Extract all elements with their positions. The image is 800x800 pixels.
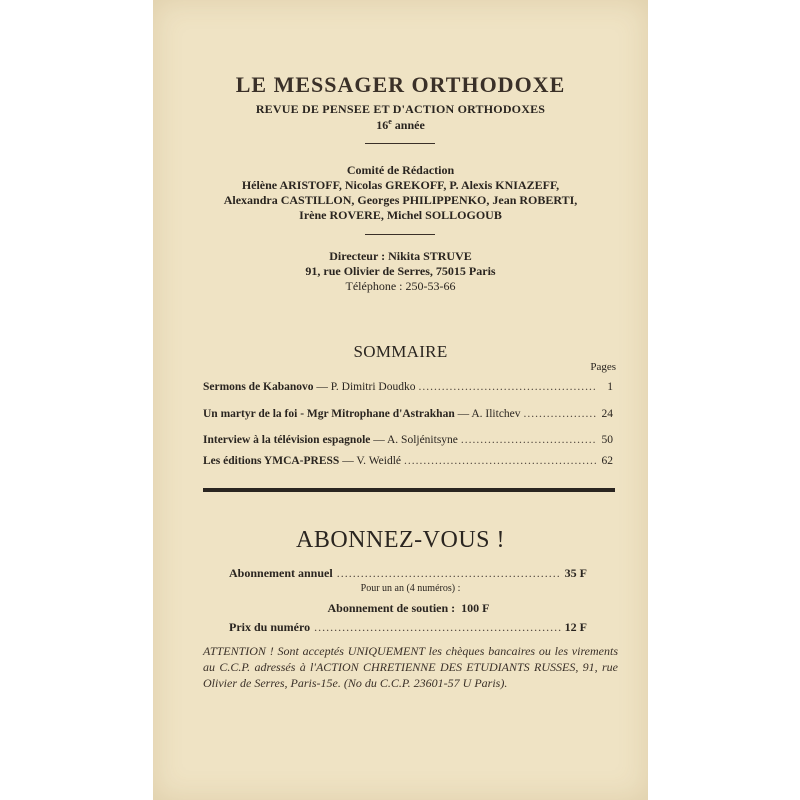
toc-leader-dots [461, 434, 596, 446]
annual-note: Pour un an (4 numéros) : [360, 583, 461, 594]
journal-page [153, 0, 648, 800]
director-name: Directeur : Nikita STRUVE [329, 249, 472, 263]
director-address: 91, rue Olivier de Serres, 75015 Paris [305, 264, 496, 278]
leader-dots [337, 566, 561, 581]
section-divider [203, 488, 615, 492]
support-label: Abonnement de soutien : [327, 601, 456, 615]
year-word: année [394, 118, 425, 132]
toc-author: — A. Soljénitsyne [373, 434, 458, 446]
toc-page: 62 [601, 455, 613, 467]
annual-price: 35 F [564, 566, 587, 580]
journal-year [153, 117, 648, 133]
toc-entry [203, 408, 613, 420]
divider-top [365, 143, 435, 144]
issue-label: Prix du numéro [229, 620, 311, 634]
committee-heading: Comité de Rédaction [346, 163, 455, 177]
journal-title: LE MESSAGER ORTHODOXE [235, 72, 566, 97]
director-phone: Téléphone : 250-53-66 [345, 279, 456, 293]
toc-leader-dots [418, 381, 596, 393]
toc-author: — V. Weidlé [342, 455, 402, 467]
year-number: 16 [376, 118, 389, 132]
toc-page: 24 [601, 408, 613, 420]
toc-entry [203, 381, 613, 393]
toc-title: Les éditions YMCA-PRESS [203, 455, 340, 467]
subscribe-heading: ABONNEZ-VOUS ! [296, 527, 505, 553]
support-price: 100 F [461, 601, 490, 615]
committee-line-1: Hélène ARISTOFF, Nicolas GREKOFF, P. Alexis KNIAZEFF, [241, 178, 560, 192]
journal-subtitle: REVUE DE PENSEE ET D'ACTION ORTHODOXES [255, 102, 546, 116]
committee-line-2: Alexandra CASTILLON, Georges PHILIPPENKO, Jean ROBERTI, [223, 193, 578, 207]
attention-notice: ATTENTION ! Sont acceptés UNIQUEMENT les chèques bancaires ou les virements au C.C.P. adressés à l'ACTION CHRETIENNE DES ETUDIANTS RUSSES, 91, rue Olivier de Serres, Paris-15e. (No du C.C.P. 23601-57 U Paris). [203, 644, 618, 690]
issue-price: 12 F [564, 620, 587, 634]
toc-author: — A. Ilitchev [457, 408, 521, 420]
annual-subscription-row [229, 566, 587, 581]
sommaire-heading: SOMMAIRE [353, 342, 448, 361]
committee-line-3: Irène ROVERE, Michel SOLLOGOUB [299, 208, 502, 222]
toc-title: Interview à la télévision espagnole [203, 434, 371, 446]
toc-author: — P. Dimitri Doudko [316, 381, 416, 393]
leader-dots [314, 620, 561, 635]
annual-label: Abonnement annuel [229, 566, 333, 580]
toc-entry [203, 434, 613, 446]
toc-page: 50 [601, 434, 613, 446]
support-subscription [153, 601, 648, 616]
pages-label: Pages [590, 361, 616, 373]
toc-page: 1 [607, 381, 613, 393]
toc-title: Sermons de Kabanovo [203, 381, 314, 393]
toc-leader-dots [404, 455, 596, 467]
issue-price-row [229, 620, 587, 635]
toc-leader-dots [524, 408, 596, 420]
divider-middle [365, 234, 435, 235]
toc-entry [203, 455, 613, 467]
toc-title: Un martyr de la foi - Mgr Mitrophane d'Astrakhan [203, 408, 455, 420]
year-suffix: e [388, 117, 392, 126]
